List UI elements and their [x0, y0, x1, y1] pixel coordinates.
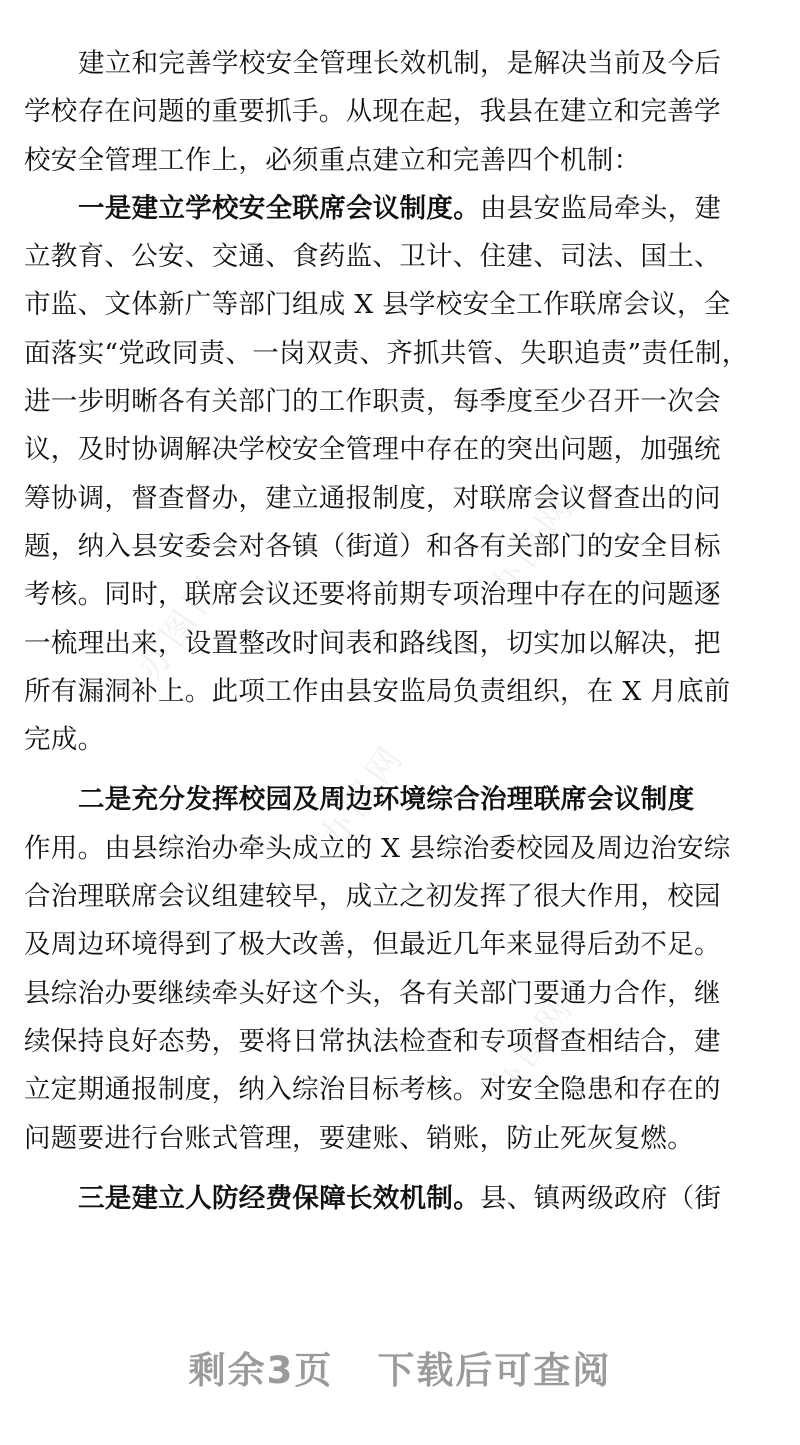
download-hint-label[interactable]: 下载后可查阅 [377, 1349, 612, 1392]
text-line: 续保持良好态势，要将日常执法检查和专项督查相结合，建 [24, 1025, 721, 1057]
text-line: 完成。 [24, 724, 105, 756]
mechanism-heading: 三是建立人防经费保障长效机制。 [78, 1182, 480, 1214]
text-line [24, 776, 780, 824]
text-line: 立定期通报制度，纳入综治目标考核。对安全隐患和存在的 [24, 1074, 721, 1106]
text-line: 建立和完善学校安全管理长效机制，是解决当前及今后 [78, 48, 722, 79]
text-line [24, 1175, 780, 1223]
text-line: 题，纳入县安委会对各镇（街道）和各有关部门的安全目标 [24, 530, 721, 562]
paragraph-mechanism-3 [24, 1175, 780, 1223]
text-line: 校安全管理工作上，必须重点建立和完善四个机制： [24, 144, 641, 176]
watermark-text: 办图网 [130, 565, 232, 688]
mechanism-heading: 一是建立学校安全联席会议制度。 [78, 192, 480, 224]
document-body [24, 40, 780, 1223]
text-line-rest: 县、镇两级政府（街 [480, 1182, 722, 1214]
paragraph-mechanism-2 [24, 776, 780, 1162]
watermark-text: 办图网 [482, 485, 584, 608]
text-line: 及周边环境得到了极大改善，但最近几年来显得后劲不足。 [24, 929, 721, 961]
text-line: 所有漏洞补上。此项工作由县安监局负责组织，在 X 月底前 [24, 675, 731, 707]
text-line: 合治理联席会议组建较早，成立之初发挥了很大作用，校园 [24, 881, 721, 913]
paragraph-intro [24, 40, 780, 185]
text-line: 市监、文体新广等部门组成 X 县学校安全工作联席会议，全 [24, 289, 731, 321]
text-line-rest: 由县安监局牵头，建 [480, 192, 722, 224]
text-line: 面落实“党政同责、一岗双责、齐抓共管、失职追责”责任制， [24, 337, 749, 369]
mechanism-heading: 二是充分发挥校园及周边环境综合治理联席会议制度 [78, 784, 695, 816]
paragraph-mechanism-1 [24, 185, 780, 765]
watermark-text: 办图网 [482, 985, 584, 1108]
text-line: 学校存在问题的重要抓手。从现在起，我县在建立和完善学 [24, 96, 721, 128]
download-prompt-banner[interactable] [0, 1340, 800, 1394]
text-line: 进一步明晰各有关部门的工作职责，每季度至少召开一次会 [24, 386, 721, 418]
text-line: 问题要进行台账式管理，要建账、销账，防止死灰复燃。 [24, 1122, 694, 1154]
text-line: 县综治办要继续牵头好这个头，各有关部门要通力合作，继 [24, 977, 721, 1009]
text-line: 一梳理出来，设置整改时间表和路线图，切实加以解决，把 [24, 627, 721, 659]
remaining-pages-label: 剩余3页 [188, 1349, 334, 1392]
text-line: 议，及时协调解决学校安全管理中存在的突出问题，加强统 [24, 434, 721, 466]
text-line: 筹协调，督查督办，建立通报制度，对联席会议督查出的问 [24, 482, 721, 514]
text-line: 考核。同时，联席会议还要将前期专项治理中存在的问题逐 [24, 579, 721, 611]
text-line: 作用。由县综治办牵头成立的 X 县综治委校园及周边治安综 [24, 832, 731, 864]
watermark-text: 办图网 [312, 735, 414, 858]
text-line: 立教育、公安、交通、食药监、卫计、住建、司法、国土、 [24, 241, 721, 273]
text-line [24, 185, 780, 233]
